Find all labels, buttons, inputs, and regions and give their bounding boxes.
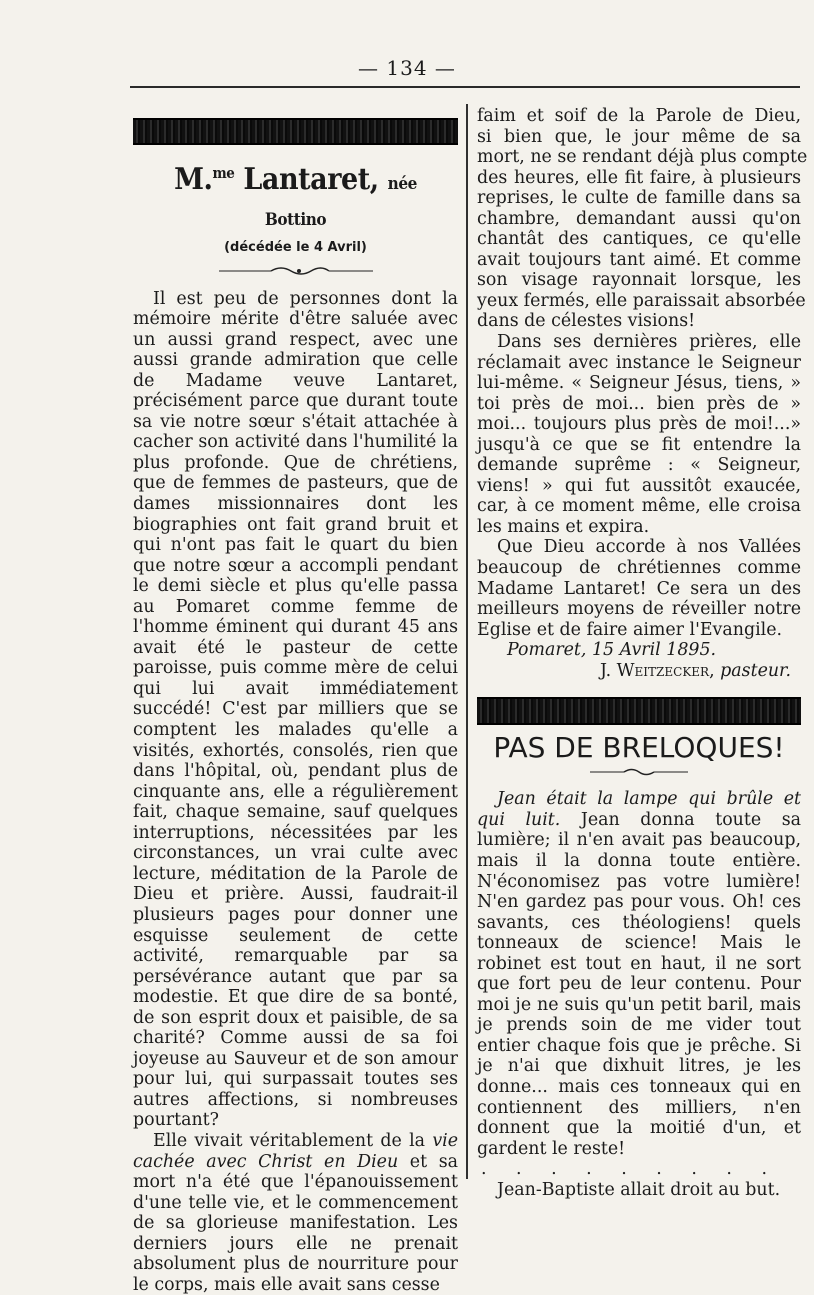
article2-body: Jean donna toute sa lumière; il n'en avait pas beaucoup, mais il la donna toute entière. N'économisez pas votre lumière! N'en gardez pas pour vous. Oh! ces savants, ces théologiens! quels tonneaux de science! Mais le robinet est tout en haut, il ne sort que fort peu de leur contenu. Pour moi je ne suis qu'un petit baril, mais je prends soin de me vider tout entier chaque fois que je prêche. Si je n'ai que dixhuit litres, je les donne... mais ces tonneaux qui en contiennent des milliers, n'en donnent que la moitié d'un, et gardent le reste! (477, 809, 801, 1159)
continuation-line: reprises, le culte de famille dans sa (477, 188, 801, 209)
continuation-line: son visage rayonnait lorsque, les (477, 270, 801, 291)
paragraph-2-italic: vie cachée avec Christ en Dieu (133, 1130, 458, 1172)
title-band-ornament-2 (477, 697, 801, 725)
continuation-line: faim et soif de la Parole de Dieu, (477, 106, 801, 126)
continuation-line: si bien que, le jour même de sa (477, 126, 801, 147)
signature-place-date: Pomaret, 15 Avril 1895. (507, 640, 717, 661)
right-column (477, 106, 808, 1200)
signature (477, 661, 801, 682)
continuation-line: des heures, elle fit faire, à plusieurs (477, 167, 801, 188)
column-divider (466, 104, 468, 1179)
signature-title: pasteur. (720, 660, 791, 681)
article-paragraph-3: Dans ses dernières prières, elle réclamait avec instance le Seigneur lui-même. « Seigneur Jésus, tiens, » toi près de moi... bien près de » moi... toujours plus près de moi!...» jusqu'à ce que se fit entendre la demande suprême : « Seigneur, viens! » qui fut aussitôt exaucée, car, à ce moment même, elle croisa les mains et expira. (477, 332, 801, 537)
article2-last-line: Jean-Baptiste allait droit au but. (497, 1179, 781, 1200)
article-title-name: Lantaret, (243, 162, 379, 197)
left-column (133, 110, 458, 1295)
header-rule (130, 86, 800, 88)
article-title-prefix: M. (174, 162, 213, 197)
flourish-ornament-2 (477, 767, 801, 777)
paragraph-2-start: Elle vivait véritablement de la (153, 1130, 426, 1151)
paragraph-2-rest: et sa mort n'a été que l'épanouissement d'une telle vie, et le commencement de sa glorieuse manifestation. Les derniers jours elle ne prenait absolument plus de nourriture pour le corps, mais elle avait sans cesse (133, 1151, 458, 1295)
article-title-sup: me (212, 164, 235, 182)
article-title (149, 157, 442, 236)
continuation-line: avait toujours tant aimé. Et comme (477, 249, 801, 270)
continuation-line: chambre, demandant aussi qu'on (477, 208, 801, 229)
page-number: — 134 — (358, 56, 456, 80)
continuation-block (477, 106, 808, 332)
continuation-line: mort, ne se rendant déjà plus compte (477, 147, 808, 168)
signature-initial: J. (599, 660, 612, 681)
article-subtitle: (décédée le 4 Avril) (224, 240, 367, 255)
article-paragraph-4: Que Dieu accorde à nos Vallées beaucoup de chrétiennes comme Madame Lantaret! Ce sera un des meilleurs moyens de réveiller notre Eglise et de faire aimer l'Evangile. (477, 537, 801, 640)
article2-italic-quote: Jean était la lampe qui brûle et qui luit. (477, 789, 801, 830)
continuation-line: dans de célestes visions! (477, 311, 696, 332)
article-paragraph-2 (133, 1131, 458, 1295)
article-title-nee: née Bottino (264, 174, 417, 230)
article2-title: PAS DE BRELOQUES! (493, 731, 785, 765)
title-band-ornament (133, 118, 458, 145)
flourish-ornament (133, 265, 458, 277)
article-paragraph-1: Il est peu de personnes dont la mémoire mérite d'être saluée avec un aussi grand respect, avec une aussi grande admiration que celle de Madame veuve Lantaret, précisément parce que durant toute sa vie notre sœur s'était attachée à cacher son activité dans l'humilité la plus profonde. Que de chrétiens, que de femmes de pasteurs, que de dames missionnaires dont les biographies ont fait grand bruit et qui n'ont pas fait le quart du bien que notre sœur a accompli pendant le demi siècle et plus qu'elle passa au Pomaret comme femme de l'homme éminent qui durant 45 ans avait été le pasteur de cette paroisse, puis comme mère de celui qui lui avait immédiatement succédé! C'est par milliers que se comptent les malades qu'elle a visités, exhortés, consolés, rien que dans l'hôpital, où, pendant plus de cinquante ans, elle a régulièrement fait, chaque semaine, sauf quelques interruptions, nécessitées par les circonstances, un vrai culte avec lecture, méditation de la Parole de Dieu et prière. Aussi, faudrait-il plusieurs pages pour donner une esquisse seulement de cette activité, remarquable par sa persévérance autant que par sa modestie. Et que dire de sa bonté, de son esprit doux et paisible, de sa charité? Comme aussi de sa foi joyeuse au Sauveur et de son amour pour lui, qui surpassait toutes ses autres affections, si nombreuses pourtant? (133, 288, 458, 1131)
continuation-line: chantât des cantiques, ce qu'elle (477, 229, 801, 250)
ellipsis-separator: . . . . . . . . . (481, 1159, 779, 1180)
signature-name: Weitzecker, (616, 660, 715, 681)
article2-paragraph (477, 789, 801, 1159)
continuation-line: yeux fermés, elle paraissait absorbée (477, 290, 806, 311)
